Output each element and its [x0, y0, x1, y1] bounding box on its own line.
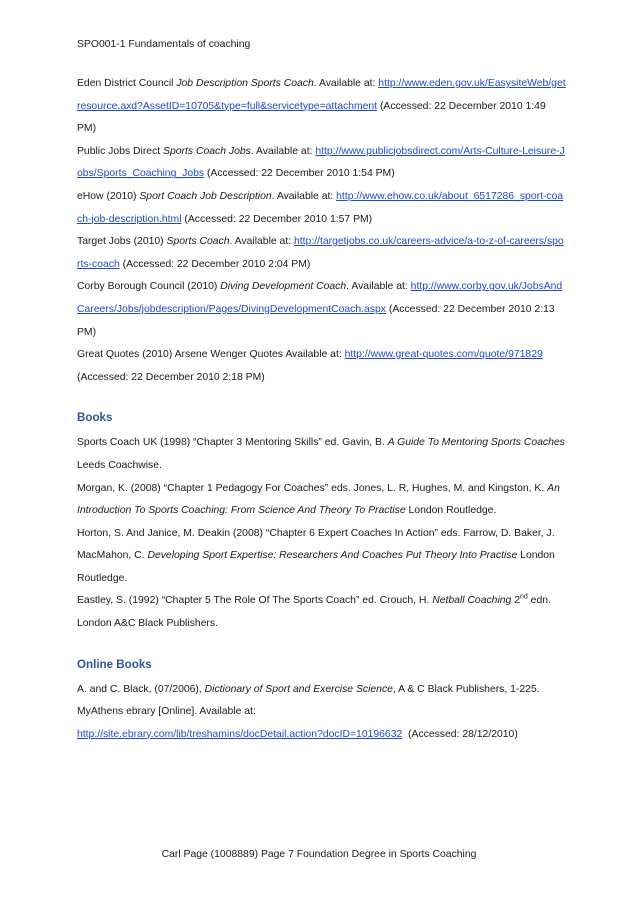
web-reference: Corby Borough Council (2010) Diving Development Coach. Available at: http://www.corby.gov.uk/JobsAndCareers/Jobs/jobdescription/Pages/DivingDevelopmentCoach.aspx (Accessed: 22 December 2010 2:13 PM) — [77, 281, 563, 338]
reference-link[interactable]: http://www.corby.gov.uk/JobsAndCareers/Jobs/jobdescription/Pages/DivingDevelopmentCoach.aspx — [77, 281, 563, 315]
web-reference: Eden District Council Job Description Sports Coach. Available at: http://www.eden.gov.uk/EasysiteWeb/getresource.axd?AssetID=10705&type=full&servicetype=attachment (Accessed: 22 December 2010 1:49 PM) — [77, 78, 566, 135]
reference-link[interactable]: http://targetjobs.co.uk/careers-advice/a-to-z-of-careers/sports-coach — [77, 236, 564, 270]
document-body — [77, 73, 567, 746]
page-footer: Carl Page (1008889) Page 7 Foundation Degree in Sports Coaching — [161, 849, 477, 860]
reference-link[interactable]: http://www.ehow.co.uk/about_6517286_sport-coach-job-description.html — [77, 190, 564, 225]
reference-link[interactable]: http://www.eden.gov.uk/EasysiteWeb/getresource.axd?AssetID=10705&type=full&servicetype=attachment — [77, 78, 566, 112]
online-book-reference: A. and C. Black, (07/2006), Dictionary of Sport and Exercise Science, A & C Black Publishers, 1-225. — [77, 683, 540, 695]
books-heading: Books — [77, 411, 113, 425]
online-book-access: MyAthens ebrary [Online]. Available at: — [77, 706, 256, 718]
web-reference: Public Jobs Direct Sports Coach Jobs. Available at: http://www.publicjobsdirect.com/Arts-Culture-Leisure-Jobs/Sports_Coaching_Jobs (Accessed: 22 December 2010 1:54 PM) — [77, 145, 565, 180]
page-header: SPO001-1 Fundamentals of coaching — [77, 39, 251, 50]
online-book-link-line: http://site.ebrary.com/lib/treshamins/docDetail.action?docID=10196632 (Accessed: 28/12/2010) — [77, 728, 518, 740]
web-reference: Target Jobs (2010) Sports Coach. Available at: http://targetjobs.co.uk/careers-advice/a-to-z-of-careers/sports-coach (Accessed: 22 December 2010 2:04 PM) — [77, 236, 564, 270]
web-reference: eHow (2010) Sport Coach Job Description. Available at: http://www.ehow.co.uk/about_6517286_sport-coach-job-description.html (Accessed: 22 December 2010 1:57 PM) — [77, 190, 564, 225]
web-reference: Great Quotes (2010) Arsene Wenger Quotes Available at: http://www.great-quotes.com/quote/971829 (Accessed: 22 December 2010 2:18 PM) — [77, 349, 543, 383]
book-reference: Eastley, S. (1992) “Chapter 5 The Role Of The Sports Coach” ed. Crouch, H. Netball Coaching 2nd edn. London A&C Black Publishers. — [77, 594, 551, 630]
online-book-link[interactable]: http://site.ebrary.com/lib/treshamins/docDetail.action?docID=10196632 — [77, 728, 403, 740]
reference-link[interactable]: http://www.great-quotes.com/quote/971829 — [344, 349, 543, 361]
book-reference: Horton, S. And Janice, M. Deakin (2008) “Chapter 6 Expert Coaches In Action” eds. Farrow, D. Baker, J. MacMahon, C. Developing Sport Expertise: Researchers And Coaches Put Theory Into Practise London Routledge. — [77, 527, 555, 584]
online-books-heading: Online Books — [77, 657, 152, 671]
book-reference: Morgan, K. (2008) “Chapter 1 Pedagogy For Coaches” eds. Jones, L. R, Hughes, M. and Kingston, K. An Introduction To Sports Coaching: From Science And Theory To Practise London Routledge. — [77, 482, 560, 517]
book-reference: Sports Coach UK (1998) “Chapter 3 Mentoring Skills” ed. Gavin, B. A Guide To Mentoring Sports Coaches Leeds Coachwise. — [77, 437, 565, 471]
reference-link[interactable]: http://www.publicjobsdirect.com/Arts-Culture-Leisure-Jobs/Sports_Coaching_Jobs — [77, 145, 565, 180]
